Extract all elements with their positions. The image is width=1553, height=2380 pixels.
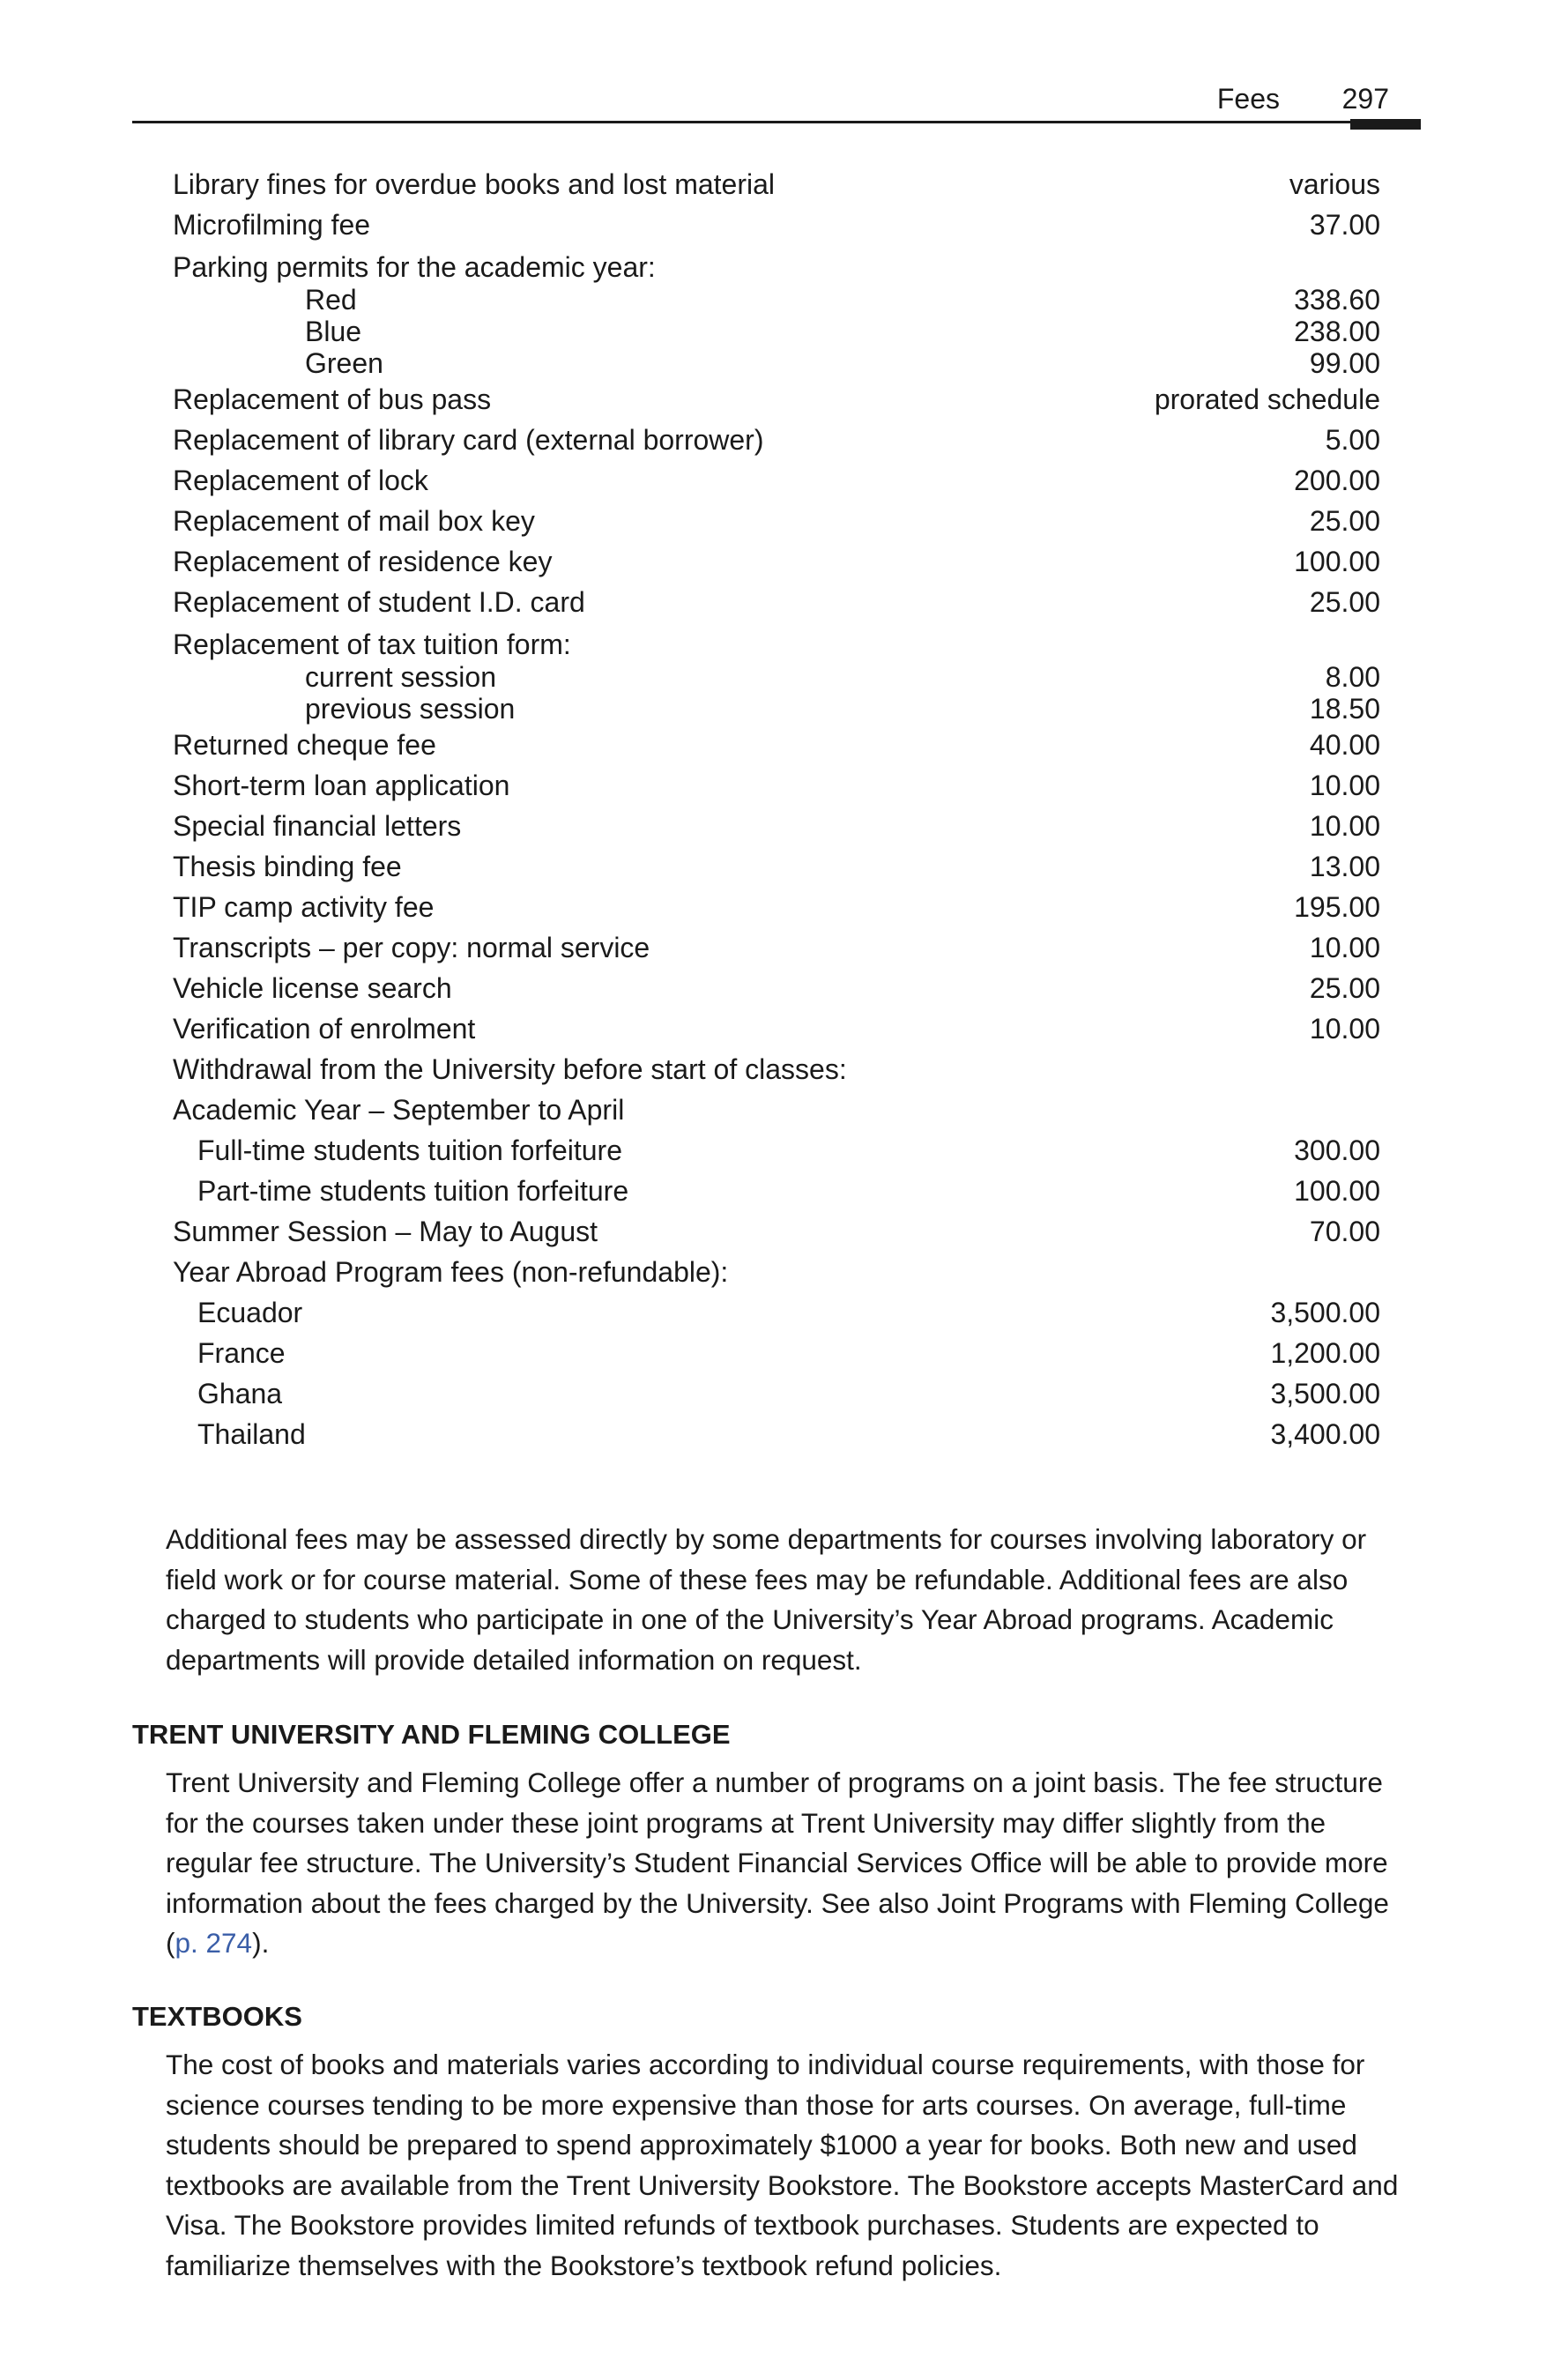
- trent-fleming-paragraph: [166, 1763, 1410, 1964]
- fee-row: [173, 1373, 1380, 1414]
- fee-label: Red: [305, 284, 357, 316]
- fee-amount: 37.00: [1309, 209, 1380, 241]
- fee-label: Verification of enrolment: [173, 1013, 476, 1045]
- fee-label: Replacement of library card (external borrower): [173, 424, 764, 456]
- fee-label: Withdrawal from the University before start of classes:: [173, 1053, 847, 1085]
- fee-label: Year Abroad Program fees (non-refundable):: [173, 1256, 729, 1288]
- fee-amount: 10.00: [1309, 770, 1380, 801]
- fee-label: Thailand: [197, 1418, 306, 1450]
- fee-amount: 195.00: [1294, 891, 1380, 923]
- trent-fleming-text: Trent University and Fleming College offer a number of programs on a joint basis. The fee structure for the courses taken under these joint programs at Trent University may differ slightly from the regular fee structure. The University’s Student Financial Services Office will be able to provide more information about the fees charged by the University. See also Joint Programs with Fleming College (: [166, 1766, 1389, 1959]
- fee-label: Replacement of bus pass: [173, 383, 492, 415]
- fee-group-heading: [173, 622, 1380, 661]
- page-header: [132, 81, 1421, 125]
- fee-row: [173, 420, 1380, 460]
- fee-label: Replacement of tax tuition form:: [173, 628, 571, 660]
- fee-label: Replacement of residence key: [173, 546, 553, 577]
- fee-amount: various: [1289, 168, 1380, 200]
- trent-fleming-text-end: ).: [252, 1927, 270, 1959]
- fee-row: [173, 501, 1380, 541]
- fee-label: Parking permits for the academic year:: [173, 251, 656, 283]
- fee-label: previous session: [305, 693, 516, 725]
- fee-label: Green: [305, 347, 383, 379]
- fee-amount: 25.00: [1309, 505, 1380, 537]
- fee-label: Ecuador: [197, 1297, 303, 1328]
- fee-amount: 10.00: [1309, 932, 1380, 963]
- fee-row: [173, 1333, 1380, 1373]
- fee-amount: prorated schedule: [1154, 383, 1380, 415]
- fee-row: [173, 693, 1380, 725]
- fee-amount: 8.00: [1325, 661, 1380, 693]
- fee-row: [173, 1171, 1380, 1211]
- fee-row: [173, 541, 1380, 582]
- fee-amount: 25.00: [1309, 586, 1380, 618]
- fee-row: [173, 846, 1380, 887]
- fee-row: [173, 379, 1380, 420]
- fee-amount: 10.00: [1309, 810, 1380, 842]
- header-tab-marker: [1350, 119, 1421, 130]
- fee-amount: 100.00: [1294, 1175, 1380, 1207]
- fee-amount: 25.00: [1309, 972, 1380, 1004]
- fee-label: Part-time students tuition forfeiture: [197, 1175, 629, 1207]
- textbooks-paragraph: The cost of books and materials varies according to individual course requirements, with those for science courses tending to be more expensive than those for arts courses. On average, full-time students should be prepared to spend approximately $1000 a year for books. Both new and used textbooks are available from the Trent University Bookstore. The Bookstore accepts MasterCard and Visa. The Bookstore provides limited refunds of textbook purchases. Students are expected to familiarize themselves with the Bookstore’s textbook refund policies.: [166, 2049, 1399, 2281]
- fee-row: [173, 1008, 1380, 1049]
- fees-list: [173, 164, 1380, 1454]
- header-rule: [132, 121, 1421, 123]
- page-number: 297: [1341, 83, 1389, 115]
- fee-label: Summer Session – May to August: [173, 1216, 598, 1247]
- fee-amount: 338.60: [1294, 284, 1380, 316]
- fee-amount: 18.50: [1309, 693, 1380, 725]
- fee-amount: 3,400.00: [1270, 1418, 1380, 1450]
- running-header-section: Fees: [1216, 83, 1280, 115]
- fee-row: [173, 887, 1380, 927]
- fee-amount: 300.00: [1294, 1134, 1380, 1166]
- fee-amount: 99.00: [1309, 347, 1380, 379]
- fee-amount: 10.00: [1309, 1013, 1380, 1045]
- fee-row: [173, 1211, 1380, 1252]
- additional-fees-paragraph: Additional fees may be assessed directly by some departments for courses involving laboratory or field work or for course material. Some of these fees may be refundable. Additional fees are also charged to students who participate in one of the University’s Year Abroad programs. Academic departments will provide detailed information on request.: [166, 1523, 1367, 1676]
- fee-group-heading: [173, 1090, 1380, 1130]
- fee-label: Blue: [305, 316, 362, 347]
- fee-amount: 13.00: [1309, 851, 1380, 882]
- fee-group-heading: [173, 1252, 1380, 1292]
- fee-row: [173, 661, 1380, 693]
- fee-row: [173, 316, 1380, 347]
- fee-label: Replacement of student I.D. card: [173, 586, 585, 618]
- fee-row: [173, 284, 1380, 316]
- fee-amount: 1,200.00: [1270, 1337, 1380, 1369]
- fee-row: [173, 205, 1380, 245]
- fee-row: [173, 725, 1380, 765]
- fee-label: Special financial letters: [173, 810, 462, 842]
- fee-row: [173, 460, 1380, 501]
- fee-label: Replacement of mail box key: [173, 505, 535, 537]
- fee-amount: 40.00: [1309, 729, 1380, 761]
- fee-row: [173, 806, 1380, 846]
- fee-amount: 3,500.00: [1270, 1297, 1380, 1328]
- fee-label: Microfilming fee: [173, 209, 371, 241]
- page-reference-link[interactable]: p. 274: [175, 1927, 253, 1959]
- fee-label: Short-term loan application: [173, 770, 510, 801]
- fee-label: Academic Year – September to April: [173, 1094, 625, 1126]
- fee-label: Vehicle license search: [173, 972, 452, 1004]
- trent-fleming-heading: TRENT UNIVERSITY AND FLEMING COLLEGE: [132, 1719, 731, 1750]
- fee-amount: 3,500.00: [1270, 1378, 1380, 1409]
- fee-label: Library fines for overdue books and lost material: [173, 168, 776, 200]
- fee-row: [173, 1130, 1380, 1171]
- fee-label: Ghana: [197, 1378, 283, 1409]
- textbooks-heading: TEXTBOOKS: [132, 2001, 302, 2032]
- fee-label: TIP camp activity fee: [173, 891, 435, 923]
- fee-group-heading: [173, 1049, 1380, 1090]
- fee-amount: 70.00: [1309, 1216, 1380, 1247]
- fee-row: [173, 1414, 1380, 1454]
- fee-amount: 100.00: [1294, 546, 1380, 577]
- fee-amount: 5.00: [1325, 424, 1380, 456]
- fee-row: [173, 582, 1380, 622]
- fee-label: Transcripts – per copy: normal service: [173, 932, 650, 963]
- fee-row: [173, 765, 1380, 806]
- fee-label: Thesis binding fee: [173, 851, 402, 882]
- fee-label: current session: [305, 661, 496, 693]
- fee-group-heading: [173, 245, 1380, 284]
- fee-label: Replacement of lock: [173, 465, 428, 496]
- fee-row: [173, 1292, 1380, 1333]
- fee-label: Full-time students tuition forfeiture: [197, 1134, 622, 1166]
- fee-row: [173, 927, 1380, 968]
- fee-row: [173, 347, 1380, 379]
- fee-amount: 238.00: [1294, 316, 1380, 347]
- fee-label: France: [197, 1337, 286, 1369]
- fee-row: [173, 968, 1380, 1008]
- fee-amount: 200.00: [1294, 465, 1380, 496]
- fee-label: Returned cheque fee: [173, 729, 436, 761]
- fee-row: [173, 164, 1380, 205]
